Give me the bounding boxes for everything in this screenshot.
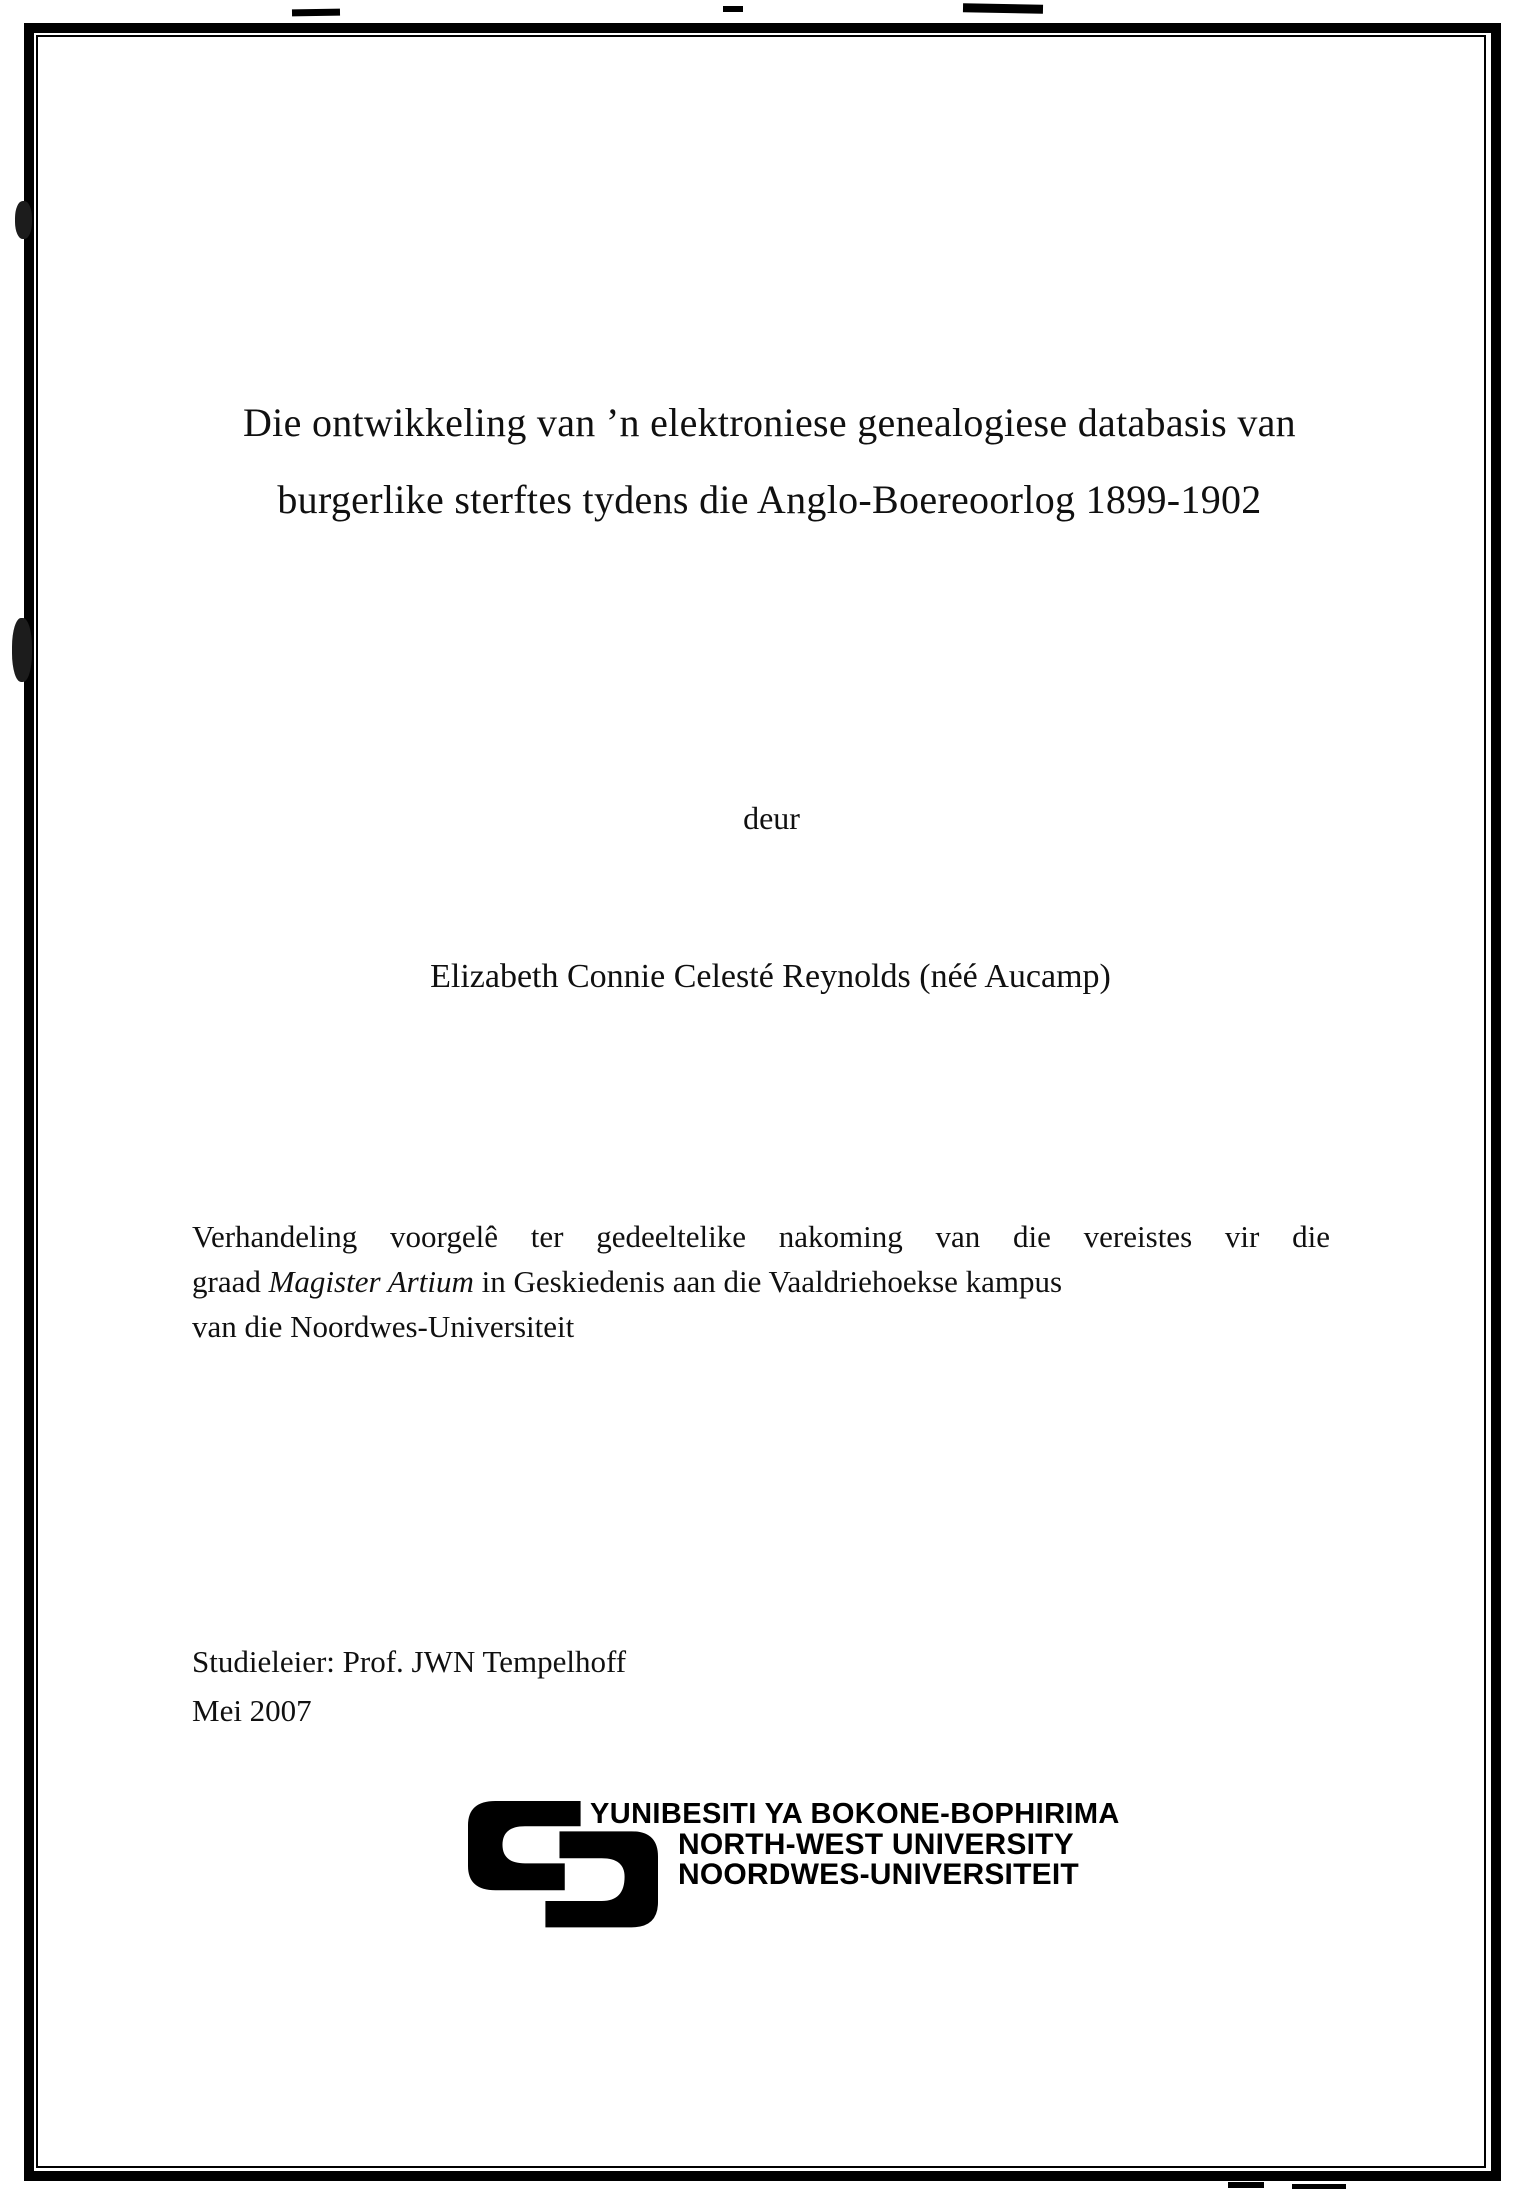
scan-artifact bbox=[1228, 2182, 1264, 2188]
degree-name-italic: Magister Artium bbox=[268, 1264, 474, 1299]
degree-statement-line3: van die Noordwes-Universiteit bbox=[192, 1309, 575, 1344]
supervisor-block bbox=[192, 1637, 626, 1735]
scan-artifact bbox=[292, 9, 340, 17]
degree-statement-line2 bbox=[192, 1259, 1330, 1304]
byline-label: deur bbox=[743, 800, 800, 836]
scan-artifact bbox=[1292, 2184, 1346, 2189]
logo-text-setswana: YUNIBESITI YA BOKONE-BOPHIRIMA bbox=[590, 1798, 1120, 1830]
university-logo-text bbox=[590, 1799, 1120, 1890]
scan-artifact bbox=[15, 201, 32, 239]
degree-statement-line1 bbox=[192, 1214, 1330, 1259]
author-name: Elizabeth Connie Celesté Reynolds (néé Aucamp) bbox=[430, 958, 1111, 995]
logo-text-english: NORTH-WEST UNIVERSITY bbox=[678, 1828, 1074, 1861]
degree-statement-line2-prefix: graad bbox=[192, 1264, 269, 1299]
university-logo bbox=[468, 1798, 1120, 1931]
thesis-title bbox=[12, 384, 1527, 538]
scan-artifact bbox=[723, 6, 743, 12]
logo-text-afrikaans: NOORDWES-UNIVERSITEIT bbox=[678, 1858, 1079, 1891]
degree-statement-line1-text: Verhandeling voorgelê ter gedeeltelike nakoming van die vereistes vir die bbox=[192, 1219, 1330, 1254]
date-line: Mei 2007 bbox=[192, 1693, 312, 1728]
supervisor-line: Studieleier: Prof. JWN Tempelhoff bbox=[192, 1644, 627, 1679]
degree-statement bbox=[192, 1214, 1330, 1349]
scan-artifact bbox=[12, 618, 32, 682]
degree-statement-line2-suffix: in Geskiedenis aan die Vaaldriehoekse kampus bbox=[473, 1264, 1063, 1299]
thesis-title-line1: Die ontwikkeling van ’n elektroniese genealogiese databasis van bbox=[242, 400, 1296, 445]
thesis-title-line2: burgerlike sterftes tydens die Anglo-Boereoorlog 1899-1902 bbox=[277, 477, 1262, 522]
scan-artifact bbox=[963, 3, 1043, 13]
